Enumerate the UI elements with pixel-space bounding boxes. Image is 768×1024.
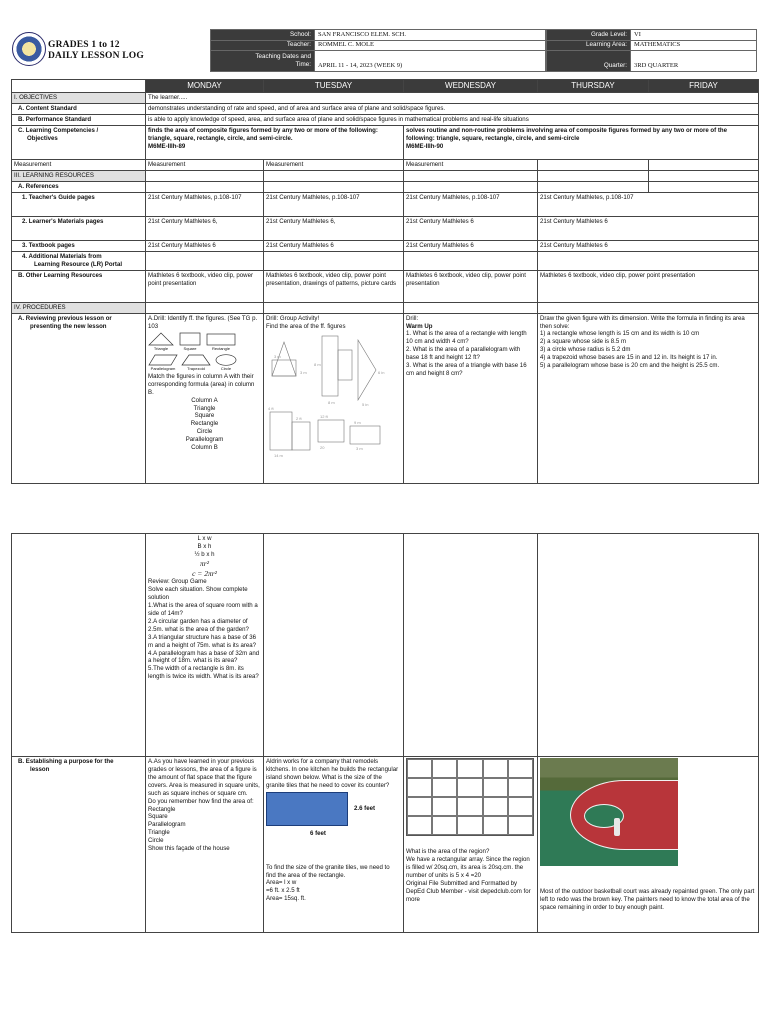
- list-item: A.As you have learned in your previous grades or lessons, the area of a figure is the amount of flat space that the figure covers. Area is measured in square units, such as square inches or square cm.: [148, 758, 260, 797]
- competency-label: [12, 126, 146, 160]
- grid-cell: [432, 797, 457, 816]
- list-item: Parallelogram: [148, 821, 186, 829]
- list-item: 4.A parallelogram has a base of 32m and a height of 18m. what is its area?: [148, 649, 260, 665]
- list-item: 1) a rectangle whose length is 15 cm and its width is 10 cm: [540, 330, 700, 338]
- list-item: 2) a square whose side is 8.5 m: [540, 338, 627, 346]
- quarter-label: Quarter:: [547, 61, 631, 72]
- list-item: Column A: [191, 396, 218, 404]
- mon-b-list: [148, 758, 261, 853]
- grid-cell: [407, 778, 432, 797]
- mon-shapes-row-2: [148, 354, 261, 371]
- svg-text:9 m: 9 m: [354, 420, 361, 426]
- lm-thu: 21st Century Mathletes 6: [538, 216, 759, 240]
- list-item: Solve each situation. Show complete solution: [148, 586, 248, 602]
- list-item: Area= l x w: [266, 879, 297, 887]
- measurement-fri: [649, 160, 759, 171]
- tue-a-title: Drill: Group Activity!: [266, 314, 320, 322]
- grid-cell: [432, 778, 457, 797]
- deped-seal-icon: [12, 32, 46, 66]
- list-item: =6 ft. x 2.5 ft: [266, 887, 300, 895]
- grid-cell: [483, 797, 508, 816]
- grid-cell: [483, 816, 508, 835]
- thu-a-intro: Draw the given figure with its dimension. Write the formula in finding its area then solve:: [540, 314, 745, 330]
- square-figure: [177, 332, 203, 351]
- teacher-value: ROMMEL C. MOLE: [315, 40, 546, 51]
- wed-a-warm: Warm Up: [406, 322, 433, 330]
- objectives-label: I. OBJECTIVES: [12, 93, 146, 104]
- thu-a-items: [540, 330, 756, 370]
- procedure-a-label-line1: A. Reviewing previous lesson or: [18, 314, 112, 322]
- grid-cell: [457, 778, 482, 797]
- dates-label-line1: Teaching Dates and: [255, 52, 311, 60]
- resources-row: [12, 171, 759, 182]
- learner-text: The learner.....: [146, 93, 759, 104]
- lm-wed: 21st Century Mathletes 6: [404, 216, 538, 240]
- grid-cell: [407, 797, 432, 816]
- tg-row: [12, 192, 759, 216]
- procedure-b-mon: [146, 757, 264, 933]
- textbook-thu: 21st Century Mathletes 6: [538, 240, 759, 251]
- list-item: Triangle: [193, 404, 216, 412]
- area-label: Learning Area:: [547, 40, 631, 51]
- rectangle-icon: [206, 332, 236, 346]
- procedure-a-label-line2: presenting the new lesson: [30, 322, 107, 330]
- procedure-b-row: [12, 757, 759, 933]
- tg-mon: 21st Century Mathletes, p.108-107: [146, 192, 264, 216]
- island-bottom-label: 6 feet: [310, 829, 326, 837]
- rectangle-figure: [206, 332, 236, 351]
- grid-cell: [508, 816, 533, 835]
- wed-b-list: [406, 848, 535, 903]
- textbook-row: [12, 240, 759, 251]
- parallelogram-icon: [148, 354, 178, 366]
- svg-text:20: 20: [320, 445, 325, 451]
- procedure-a-continued-label: [12, 534, 146, 757]
- list-item: 1.What is the area of square room with a side of 14m?: [148, 602, 258, 617]
- procedure-a-mon: [146, 313, 264, 483]
- additional-label-line1: 4. Additional Materials from: [22, 252, 102, 260]
- list-item: 5.The width of a rectangle is 8m. its length is twice its width. What is its area?: [148, 665, 259, 681]
- grid-cell: [432, 759, 457, 778]
- logo-title-line2: DAILY LESSON LOG: [48, 50, 144, 61]
- lm-mon: 21st Century Mathletes 6,: [146, 216, 264, 240]
- thu-b-text: Most of the outdoor basketball court was already repainted green. The only part left to redo was the brown key. The painters need to know the total area of the space remaining in order to buy enough paint.: [540, 888, 755, 911]
- list-item: To find the size of the granite tiles, we need to find the area of the rectangle.: [266, 863, 390, 879]
- content-standard-label: A. Content Standard: [12, 104, 146, 115]
- references-row: [12, 182, 759, 193]
- area-value: MATHEMATICS: [631, 40, 757, 51]
- competency-wed-thu-text: solves routine and non-routine problems involving area of composite figures formed by any two or more of the following: triangle, square, rectangle, circle, and semi-circle: [406, 127, 727, 143]
- trapezoid-icon: [181, 354, 211, 366]
- triangle-figure: [148, 332, 174, 351]
- grid-cell: [457, 797, 482, 816]
- grid-cell: [508, 778, 533, 797]
- grade-label: Grade Level:: [547, 30, 631, 41]
- day-monday: MONDAY: [146, 80, 264, 93]
- list-item: 3) a circle whose radius is 5.2 dm: [540, 346, 631, 354]
- grid-cell: [432, 816, 457, 835]
- basketball-court-photo: [540, 758, 678, 866]
- svg-text:3 m: 3 m: [300, 370, 307, 376]
- lm-tue: 21st Century Mathletes 6,: [264, 216, 404, 240]
- competency-mon-tue: [146, 126, 404, 160]
- grid-cell: [457, 816, 482, 835]
- grid-cell: [483, 759, 508, 778]
- svg-text:2 ft: 2 ft: [296, 416, 302, 422]
- mon-review-list: [148, 578, 261, 681]
- tg-thu: 21st Century Mathletes, p.108-107: [538, 192, 759, 216]
- composite-figures-drawing: [266, 330, 400, 460]
- content-standard-text: demonstrates understanding of rate and speed, and of area and surface area of plane and solid/space figures.: [146, 104, 759, 115]
- svg-text:12 ft: 12 ft: [320, 414, 328, 420]
- dates-value-blank: [315, 51, 546, 62]
- grid-cell: [508, 759, 533, 778]
- tg-tue: 21st Century Mathletes, p.108-107: [264, 192, 404, 216]
- rectangular-array-grid: [406, 758, 534, 836]
- svg-text:14 m: 14 m: [274, 453, 283, 459]
- list-item: Parallelogram: [185, 436, 224, 444]
- procedure-a-continued-row: [12, 534, 759, 757]
- tue-a-sub: Find the area of the ff. figures: [266, 322, 346, 330]
- dates-value: APRIL 11 - 14, 2023 (WEEK 9): [315, 61, 546, 72]
- tue-b-solution: [266, 864, 401, 904]
- parallelogram-figure: [148, 354, 178, 371]
- procedure-a-continued-mon: [146, 534, 264, 757]
- other-wed: Mathletes 6 textbook, video clip, power point presentation: [404, 270, 538, 302]
- grade-info-table: [546, 29, 757, 72]
- textbook-wed: 21st Century Mathletes 6: [404, 240, 538, 251]
- circumference-formula: c = 2πr²: [192, 568, 217, 578]
- wed-a-drill: Drill:: [406, 314, 419, 322]
- list-item: Rectangle: [190, 420, 219, 428]
- list-item: 2. What is the area of a parallelogram with base 18 ft and height 12 ft?: [406, 346, 521, 362]
- tg-label: 1. Teacher's Guide pages: [12, 192, 146, 216]
- references-label: A. References: [12, 182, 146, 193]
- competency-row: [12, 126, 759, 160]
- measurement-row: [12, 160, 759, 171]
- list-item: 3.A triangular structure has a base of 36 m and a height of 75m. what is its area?: [148, 633, 257, 649]
- list-item: Show this façade of the house: [148, 845, 230, 853]
- procedure-b-label-line1: B. Establishing a purpose for the: [18, 758, 114, 765]
- objectives-row: [12, 93, 759, 104]
- list-item: Area= 15sq. ft.: [266, 895, 306, 903]
- resources-label: III. LEARNING RESOURCES: [12, 171, 146, 182]
- procedure-b-tue: [264, 757, 404, 933]
- wed-a-items: [406, 330, 535, 378]
- list-item: Rectangle: [148, 805, 176, 813]
- teacher-label: Teacher:: [211, 40, 315, 51]
- kitchen-island-rectangle: [266, 792, 348, 826]
- measurement-thu: [538, 160, 649, 171]
- day-header-blank: [12, 80, 146, 93]
- formula-item: ½ b x h: [194, 550, 215, 558]
- tg-wed: 21st Century Mathletes, p.108-107: [404, 192, 538, 216]
- school-value: SAN FRANCISCO ELEM. SCH.: [315, 30, 546, 41]
- grid-cell: [457, 759, 482, 778]
- logo-title-line1: GRADES 1 to 12: [48, 40, 120, 50]
- list-item: 3. What is the area of a triangle with base 16 cm and height 8 cm?: [406, 362, 527, 378]
- competency-label-line1: C. Learning Competencies /: [18, 127, 99, 135]
- procedure-b-label: [12, 757, 146, 933]
- circle-icon: [214, 354, 238, 366]
- list-item: Circle: [148, 837, 164, 845]
- procedure-b-thu: [538, 757, 759, 933]
- header: [12, 29, 757, 71]
- shape-label-parallelogram: Parallelogram: [150, 365, 176, 371]
- other-resources-row: [12, 270, 759, 302]
- list-item: Review: Group Game: [148, 578, 207, 586]
- additional-label: [12, 251, 146, 270]
- grid-cell: [508, 797, 533, 816]
- other-resources-label: B. Other Learning Resources: [12, 270, 146, 302]
- triangle-icon: [148, 332, 174, 346]
- square-icon: [177, 332, 203, 346]
- list-item: Original File Submitted and Formatted by DepEd Club Member - visit depedclub.com for more: [406, 879, 531, 903]
- list-item: 2.A circular garden has a diameter of 2.5m. what is the area of the garden?: [148, 617, 249, 633]
- procedures-row: [12, 302, 759, 313]
- measurement-mon: Measurement: [146, 160, 264, 171]
- shape-label-square: Square: [183, 346, 197, 352]
- list-item: Circle: [196, 428, 213, 436]
- school-info-table: [210, 29, 546, 72]
- shape-label-triangle: Triangle: [153, 346, 169, 352]
- mon-a-match: Match the figures in column A with their corresponding formula (area) in column B.: [148, 372, 255, 396]
- additional-label-line2: Learning Resource (LR) Portal: [34, 260, 123, 268]
- svg-text:3 m: 3 m: [356, 446, 363, 452]
- procedure-a-wed: [404, 313, 538, 483]
- performance-standard-text: is able to apply knowledge of speed, area, and surface area of plane and solid/space figures in mathematical problems and real-life situations: [146, 115, 759, 126]
- other-mon: Mathletes 6 textbook, video clip, power point presentation: [146, 270, 264, 302]
- competency-wed-thu: [404, 126, 759, 160]
- other-tue: Mathletes 6 textbook, video clip, power point presentation, drawings of patterns, picture cards: [264, 270, 404, 302]
- shape-label-trapezoid: Trapezoid: [187, 365, 205, 371]
- lm-label: 2. Learner's Materials pages: [12, 216, 146, 240]
- day-friday: FRIDAY: [649, 80, 759, 93]
- island-figure: [266, 792, 401, 826]
- mon-column-a-list: [148, 397, 261, 452]
- measurement-wed: Measurement: [404, 160, 538, 171]
- grid-cell: [407, 816, 432, 835]
- textbook-mon: 21st Century Mathletes 6: [146, 240, 264, 251]
- procedure-b-label-line2: lesson: [30, 765, 50, 773]
- measurement-tue: Measurement: [264, 160, 404, 171]
- svg-text:8 m: 8 m: [328, 400, 335, 406]
- list-item: Triangle: [148, 829, 170, 837]
- formula-item: B x h: [197, 542, 212, 550]
- competency-label-line2: Objectives: [27, 135, 58, 143]
- dates-label-line2: Time:: [295, 61, 311, 68]
- textbook-tue: 21st Century Mathletes 6: [264, 240, 404, 251]
- performance-standard-label: B. Performance Standard: [12, 115, 146, 126]
- procedure-a-label: [12, 313, 146, 483]
- svg-text:3 m: 3 m: [274, 354, 281, 360]
- procedures-label: IV. PROCEDURES: [12, 302, 146, 313]
- list-item: Column B: [191, 444, 218, 452]
- trapezoid-figure: [181, 354, 211, 371]
- quarter-label-blank: [547, 51, 631, 62]
- logo-title: [48, 40, 144, 62]
- grid-cell: [483, 778, 508, 797]
- quarter-value-blank: [631, 51, 757, 62]
- lm-row: [12, 216, 759, 240]
- svg-text:6 in: 6 in: [378, 370, 385, 376]
- textbook-label: 3. Textbook pages: [12, 240, 146, 251]
- painter-figure: [614, 818, 620, 836]
- tue-b-intro: Aldrin works for a company that remodels kitchens. In one kitchen he builds the rectangular island shown below. What is the size of the granite tiles that he need to cover its counter?: [266, 758, 399, 789]
- day-wednesday: WEDNESDAY: [404, 80, 538, 93]
- day-tuesday: TUESDAY: [264, 80, 404, 93]
- day-thursday: THURSDAY: [538, 80, 649, 93]
- shape-label-rectangle: Rectangle: [211, 346, 230, 352]
- lesson-log-table-continued: [11, 533, 759, 933]
- performance-standard-row: [12, 115, 759, 126]
- competency-mon-tue-code: M6ME-IIIh-89: [148, 143, 186, 150]
- formula-item: L x w: [197, 535, 212, 542]
- list-item: What is the area of the region?: [406, 848, 490, 855]
- mon-formula-list: [148, 535, 261, 559]
- competency-wed-thu-code: M6ME-IIIh-90: [406, 143, 444, 150]
- measurement-label: Measurement: [12, 160, 146, 171]
- list-item: 1. What is the area of a rectangle with length 10 cm and width 4 cm?: [406, 330, 527, 346]
- circle-figure: [214, 354, 238, 371]
- list-item: Square: [194, 412, 215, 420]
- svg-text:8 m: 8 m: [314, 362, 321, 368]
- school-label: School:: [211, 30, 315, 41]
- mon-a-title: A.Drill: Identify ff. the figures. (See TG p. 103: [148, 314, 258, 330]
- dates-label: [211, 51, 315, 72]
- content-standard-row: [12, 104, 759, 115]
- grid-cell: [407, 759, 432, 778]
- procedure-a-thu: [538, 313, 759, 483]
- additional-row: [12, 251, 759, 270]
- lesson-log-table: [11, 79, 759, 484]
- list-item: Do you remember how find the area of:: [148, 797, 254, 805]
- quarter-value: 3RD QUARTER: [631, 61, 757, 72]
- procedure-a-row: [12, 313, 759, 483]
- day-header-row: [12, 80, 759, 93]
- svg-text:5 in: 5 in: [362, 402, 369, 408]
- list-item: We have a rectangular array. Since the region is filled w/ 20sq.cm, its area is 20sq.cm. the number of units is 5 x 4 =20: [406, 855, 530, 879]
- list-item: 5) a parallelogram whose base is 20 cm and the height is 25.5 cm.: [540, 362, 720, 370]
- mon-shapes-row-1: [148, 332, 261, 351]
- list-item: 4) a trapezoid whose bases are 15 in and 12 in. Its height is 17 in.: [540, 354, 718, 362]
- grade-value: VI: [631, 30, 757, 41]
- other-thu: Mathletes 6 textbook, video clip, power point presentation: [538, 270, 759, 302]
- list-item: Square: [148, 813, 168, 821]
- shape-label-circle: Circle: [220, 365, 232, 371]
- pi-r-squared: πr²: [200, 558, 209, 568]
- island-side-label: 2.6 feet: [354, 804, 376, 812]
- competency-mon-tue-text: finds the area of composite figures formed by any two or more of the following: triangle, square, rectangle, circle, and semi-circle.: [148, 127, 378, 143]
- svg-text:4 ft: 4 ft: [268, 406, 274, 412]
- procedure-b-wed: [404, 757, 538, 933]
- procedure-a-tue: [264, 313, 404, 483]
